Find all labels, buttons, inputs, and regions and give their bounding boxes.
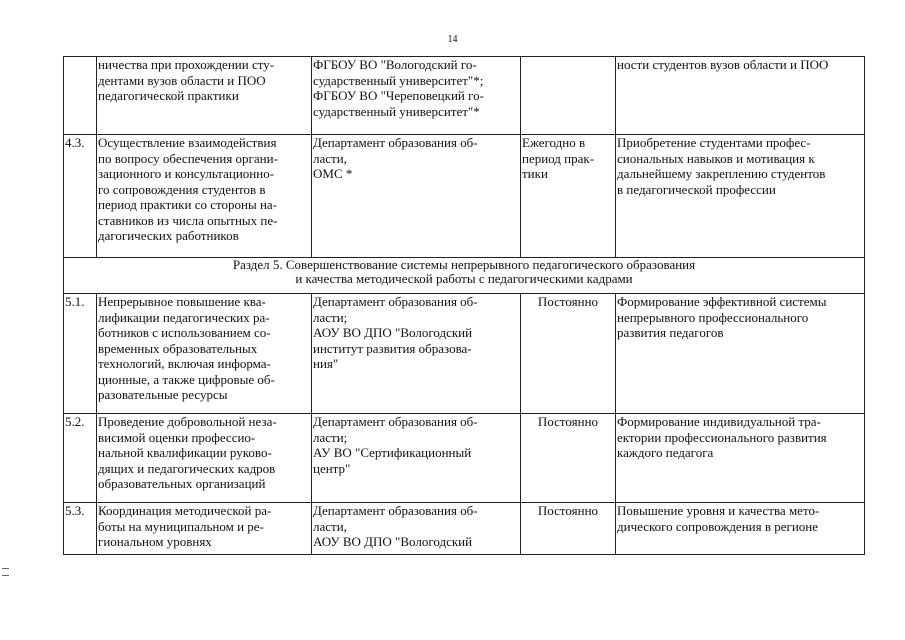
executor-cell — [312, 294, 521, 414]
executor-cell — [312, 503, 521, 555]
text-line: АОУ ВО ДПО "Вологодский — [313, 534, 473, 549]
text-line: ФГБОУ ВО "Череповецкий го- — [313, 88, 484, 103]
result-cell — [616, 294, 865, 414]
result-cell — [616, 57, 865, 135]
text-line: го сопровождения студентов в — [98, 181, 266, 197]
text-line: период практики со стороны на- — [98, 197, 278, 212]
table-row — [64, 57, 865, 135]
row-number: 4.3. — [64, 135, 97, 258]
executor-cell — [312, 135, 521, 258]
text-line: центр" — [313, 460, 351, 476]
text-line: ласти; — [313, 309, 348, 325]
text-line: ничества при прохождении сту- — [98, 57, 275, 72]
text-line: ботников с использованием со- — [98, 325, 271, 340]
text-line: Департамент образования об- — [313, 414, 478, 429]
text-line: сударственный университет"*; — [313, 72, 484, 88]
text-line: дящих и педагогических кадров — [98, 460, 276, 476]
text-line: Департамент образования об- — [313, 503, 478, 518]
text-line: нальной квалификации руково- — [98, 445, 272, 460]
text-line: Осуществление взаимодействия — [98, 135, 277, 150]
text-line: Департамент образования об- — [313, 135, 478, 150]
row-number — [64, 57, 97, 135]
text-line: Постоянно — [537, 294, 599, 309]
text-line: висимой оценки профессио- — [98, 429, 256, 445]
text-line: сиональных навыков и мотивация к — [617, 150, 815, 166]
activity-cell — [97, 57, 312, 135]
text-line: АУ ВО "Сертификационный — [313, 445, 472, 460]
text-line: гиональном уровнях — [98, 534, 212, 549]
text-line: АОУ ВО ДПО "Вологодский — [313, 325, 473, 340]
text-line: период прак- — [522, 150, 595, 166]
text-line: Департамент образования об- — [313, 294, 478, 309]
text-line: Приобретение студентами профес- — [617, 135, 811, 150]
text-line: разовательные ресурсы — [98, 387, 228, 402]
text-line: ласти, — [313, 518, 347, 534]
text-line: ектории профессионального развития — [617, 429, 827, 445]
text-line: педагогической практики — [98, 88, 239, 103]
executor-cell — [312, 57, 521, 135]
term-cell — [521, 294, 616, 414]
text-line: дальнейшему закреплению студентов — [617, 166, 826, 181]
text-line: зационного и консультационно- — [98, 166, 275, 181]
text-line: в педагогической профессии — [617, 181, 776, 197]
executor-cell — [312, 414, 521, 503]
text-line: каждого педагога — [617, 445, 714, 460]
text-line: дического сопровождения в регионе — [617, 518, 819, 534]
result-cell — [616, 414, 865, 503]
term-cell — [521, 135, 616, 258]
activity-cell — [97, 503, 312, 555]
term-cell — [521, 57, 616, 135]
table-row — [64, 414, 865, 503]
term-cell — [521, 503, 616, 555]
table-row — [64, 135, 865, 258]
text-line: Повышение уровня и качества мето- — [617, 503, 820, 518]
text-line: технологий, включая информа- — [98, 356, 271, 371]
text-line: Непрерывное повышение ква- — [98, 294, 266, 309]
result-cell — [616, 503, 865, 555]
row-number: 5.1. — [64, 294, 97, 414]
text-line: ционные, а также цифровые об- — [98, 371, 275, 387]
activity-cell — [97, 414, 312, 503]
text-line: институт развития образова- — [313, 340, 472, 356]
text-line: по вопросу обеспечения органи- — [98, 150, 278, 166]
activity-cell — [97, 294, 312, 414]
page-number: 14 — [447, 34, 458, 45]
text-line: Ежегодно в — [522, 135, 586, 150]
text-line: ОМС * — [313, 166, 353, 181]
result-cell — [616, 135, 865, 258]
text-line: дентами вузов области и ПОО — [98, 72, 266, 88]
activity-cell — [97, 135, 312, 258]
text-line: ности студентов вузов области и ПОО — [617, 57, 829, 72]
text-line: ласти; — [313, 429, 348, 445]
text-line: сударственный университет"* — [313, 103, 480, 119]
text-line: Раздел 5. Совершенствование системы непрерывного педагогического образования — [232, 257, 696, 272]
text-line: Постоянно — [537, 414, 599, 429]
text-line: Постоянно — [537, 503, 599, 518]
section-title — [64, 258, 865, 294]
term-cell — [521, 414, 616, 503]
margin-mark — [2, 568, 9, 576]
text-line: ставников из числа опытных пе- — [98, 212, 278, 228]
text-line: и качества методической работы с педагогическими кадрами — [295, 271, 633, 286]
text-line: Координация методической ра- — [98, 503, 272, 518]
text-line: ФГБОУ ВО "Вологодский го- — [313, 57, 477, 72]
text-line: Проведение добровольной неза- — [98, 414, 277, 429]
text-line: временных образовательных — [98, 340, 258, 356]
section-header-row — [64, 258, 865, 294]
plan-table — [63, 56, 865, 555]
text-line: развития педагогов — [617, 325, 724, 340]
text-line: лификации педагогических ра- — [98, 309, 270, 325]
row-number: 5.3. — [64, 503, 97, 555]
row-number: 5.2. — [64, 414, 97, 503]
text-line: Формирование эффективной системы — [617, 294, 827, 309]
text-line: боты на муниципальном и ре- — [98, 518, 264, 534]
table-row — [64, 294, 865, 414]
text-line: Формирование индивидуальной тра- — [617, 414, 821, 429]
text-line: ласти, — [313, 150, 347, 166]
text-line: дагогических работников — [98, 228, 239, 243]
text-line: образовательных организаций — [98, 476, 266, 491]
text-line: непрерывного профессионального — [617, 309, 809, 325]
text-line: тики — [522, 166, 548, 181]
table-row — [64, 503, 865, 555]
text-line: ния" — [313, 356, 339, 371]
